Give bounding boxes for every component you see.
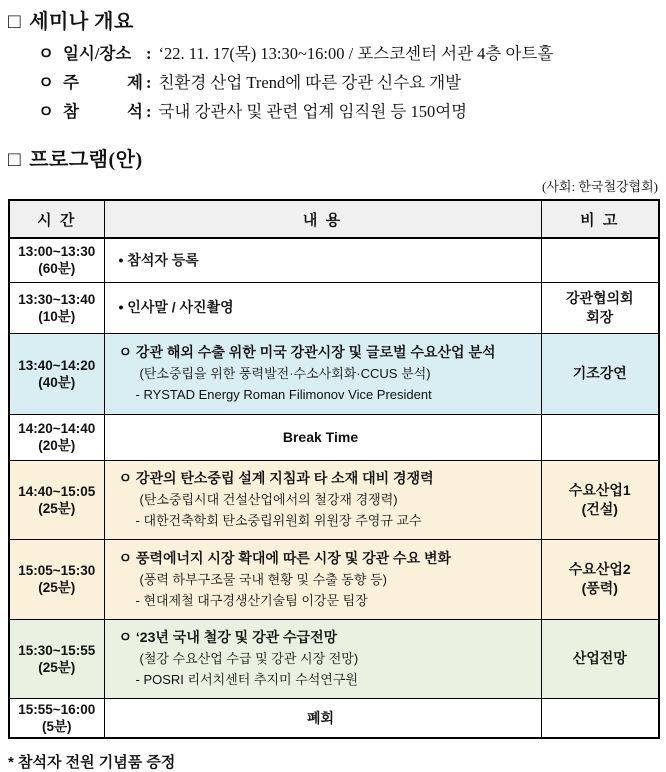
note-cell	[541, 539, 659, 619]
note-line: 강관협의회	[565, 289, 634, 306]
overview-item-label: 주 제	[62, 73, 143, 92]
duration-text: (25분)	[38, 500, 76, 516]
duration-text: (25분)	[38, 659, 76, 675]
session-title: 폐회	[306, 709, 335, 726]
note-cell	[541, 460, 659, 539]
note-header-cell: 비 고	[541, 200, 659, 238]
overview-item-value: ‘22. 11. 17(목) 13:30~16:00 / 포스코센터 서관 4층 아트홀	[158, 44, 554, 63]
content-cell	[104, 333, 541, 414]
time-range: 13:00~13:30	[18, 244, 96, 260]
overview-item-datetime	[38, 42, 658, 66]
time-cell	[9, 460, 104, 539]
circle-bullet-icon: ㅇ	[38, 73, 54, 92]
colon-separator: :	[145, 73, 152, 92]
footer-note: * 참석자 전원 기념품 증정	[8, 753, 176, 771]
session-subtitle: (풍력 하부구조물 국내 현황 및 수출 동향 등)	[139, 571, 387, 587]
duration-text: (20분)	[38, 438, 76, 453]
session-title: • 참석자 등록	[118, 251, 199, 268]
time-cell	[9, 619, 104, 698]
colon-separator: :	[145, 44, 152, 63]
time-range: 15:55~16:00	[18, 701, 96, 717]
overview-item-label: 참 석	[62, 102, 143, 121]
session-speaker: - 현대제철 대구경생산기술팀 이강문 팀장	[135, 592, 368, 608]
duration-text: (60분)	[38, 261, 76, 277]
duration-text: (40분)	[38, 374, 76, 390]
session-speaker: - 대한건축학회 탄소중립위원회 위원장 주영규 교수	[135, 513, 422, 528]
note-line: 산업전망	[572, 650, 627, 666]
overview-item-label: 일시/장소	[62, 44, 132, 63]
table-row-demand1	[9, 460, 659, 539]
program-table	[8, 199, 660, 739]
overview-list	[38, 42, 658, 124]
table-row-break	[9, 414, 659, 460]
time-range: 13:40~14:20	[18, 357, 96, 373]
seminar-overview-heading	[8, 8, 658, 35]
time-cell	[9, 539, 104, 619]
session-speaker: - POSRI 리서치센터 추지미 수석연구원	[135, 672, 358, 687]
session-speaker: - RYSTAD Energy Roman Filimonov Vice President	[135, 387, 432, 402]
content-cell	[104, 619, 541, 698]
circle-bullet-icon: ㅇ	[38, 102, 54, 121]
square-bullet-icon: □	[8, 9, 22, 33]
time-header-cell: 시 간	[9, 200, 104, 238]
program-title: 프로그램(안)	[29, 149, 143, 171]
session-subtitle: (탄소중립시대 건설산업에서의 철강재 경쟁력)	[139, 492, 398, 507]
content-cell	[104, 414, 541, 460]
time-cell	[9, 282, 104, 333]
note-cell	[541, 333, 659, 414]
session-subtitle: (철강 수요산업 수급 및 강관 시장 전망)	[139, 651, 359, 666]
program-heading	[8, 146, 658, 173]
circle-bullet-icon: ㅇ	[38, 44, 54, 63]
colon-separator: :	[145, 102, 152, 121]
content-cell	[104, 539, 541, 619]
time-range: 13:30~13:40	[18, 291, 96, 307]
time-cell	[9, 333, 104, 414]
note-cell	[541, 619, 659, 698]
content-cell	[104, 282, 541, 333]
overview-item-attendees	[38, 100, 658, 124]
time-range: 14:40~15:05	[18, 483, 96, 499]
duration-text: (25분)	[38, 580, 76, 595]
note-line: 수요산업1	[568, 481, 631, 498]
content-header-cell: 내 용	[104, 200, 541, 238]
table-header-row	[9, 200, 659, 238]
session-title: ㅇ 강관 해외 수출 위한 미국 강관시장 및 글로벌 수요산업 분석	[118, 344, 496, 360]
duration-text: (5분)	[41, 718, 72, 734]
seminar-overview-title: 세미나 개요	[29, 11, 134, 33]
moderator-note: (사회: 한국철강협회)	[542, 179, 658, 194]
session-subtitle: (탄소중립을 위한 풍력발전·수소사회화·CCUS 분석)	[139, 366, 431, 381]
table-row-registration	[9, 238, 659, 282]
note-line: 기조강연	[572, 365, 627, 381]
session-title: ㅇ 강관의 탄소중립 설계 지침과 타 소재 대비 경쟁력	[118, 470, 434, 486]
overview-item-value: 국내 강관사 및 관련 업계 임직원 등 150여명	[158, 102, 468, 121]
time-range: 15:30~15:55	[18, 642, 96, 658]
table-row-demand2	[9, 539, 659, 619]
note-cell	[541, 282, 659, 333]
time-cell	[9, 238, 104, 282]
note-line: (건설)	[581, 500, 618, 517]
note-cell	[541, 414, 659, 460]
session-title: ㅇ 풍력에너지 시장 확대에 따른 시장 및 강관 수요 변화	[118, 549, 452, 566]
note-line: 수요산업2	[568, 561, 631, 577]
table-row-greetings	[9, 282, 659, 333]
session-title: ㅇ ‘23년 국내 철강 및 강관 수급전망	[118, 629, 338, 645]
overview-item-topic	[38, 71, 658, 95]
table-row-outlook	[9, 619, 659, 698]
square-bullet-icon: □	[8, 147, 22, 171]
time-cell	[9, 414, 104, 460]
session-title: • 인사말 / 사진촬영	[118, 299, 234, 315]
session-title: Break Time	[282, 429, 359, 445]
content-cell	[104, 238, 541, 282]
duration-text: (10분)	[38, 308, 76, 324]
table-row-keynote	[9, 333, 659, 414]
note-cell	[541, 698, 659, 738]
table-row-closing	[9, 698, 659, 738]
note-cell	[541, 238, 659, 282]
time-range: 15:05~15:30	[18, 563, 96, 578]
note-line: (풍력)	[581, 580, 618, 596]
time-range: 14:20~14:40	[18, 421, 96, 436]
content-cell	[104, 698, 541, 738]
time-cell	[9, 698, 104, 738]
note-line: 회장	[586, 308, 614, 325]
content-cell	[104, 460, 541, 539]
overview-item-value: 친환경 산업 Trend에 따른 강관 신수요 개발	[158, 73, 462, 92]
